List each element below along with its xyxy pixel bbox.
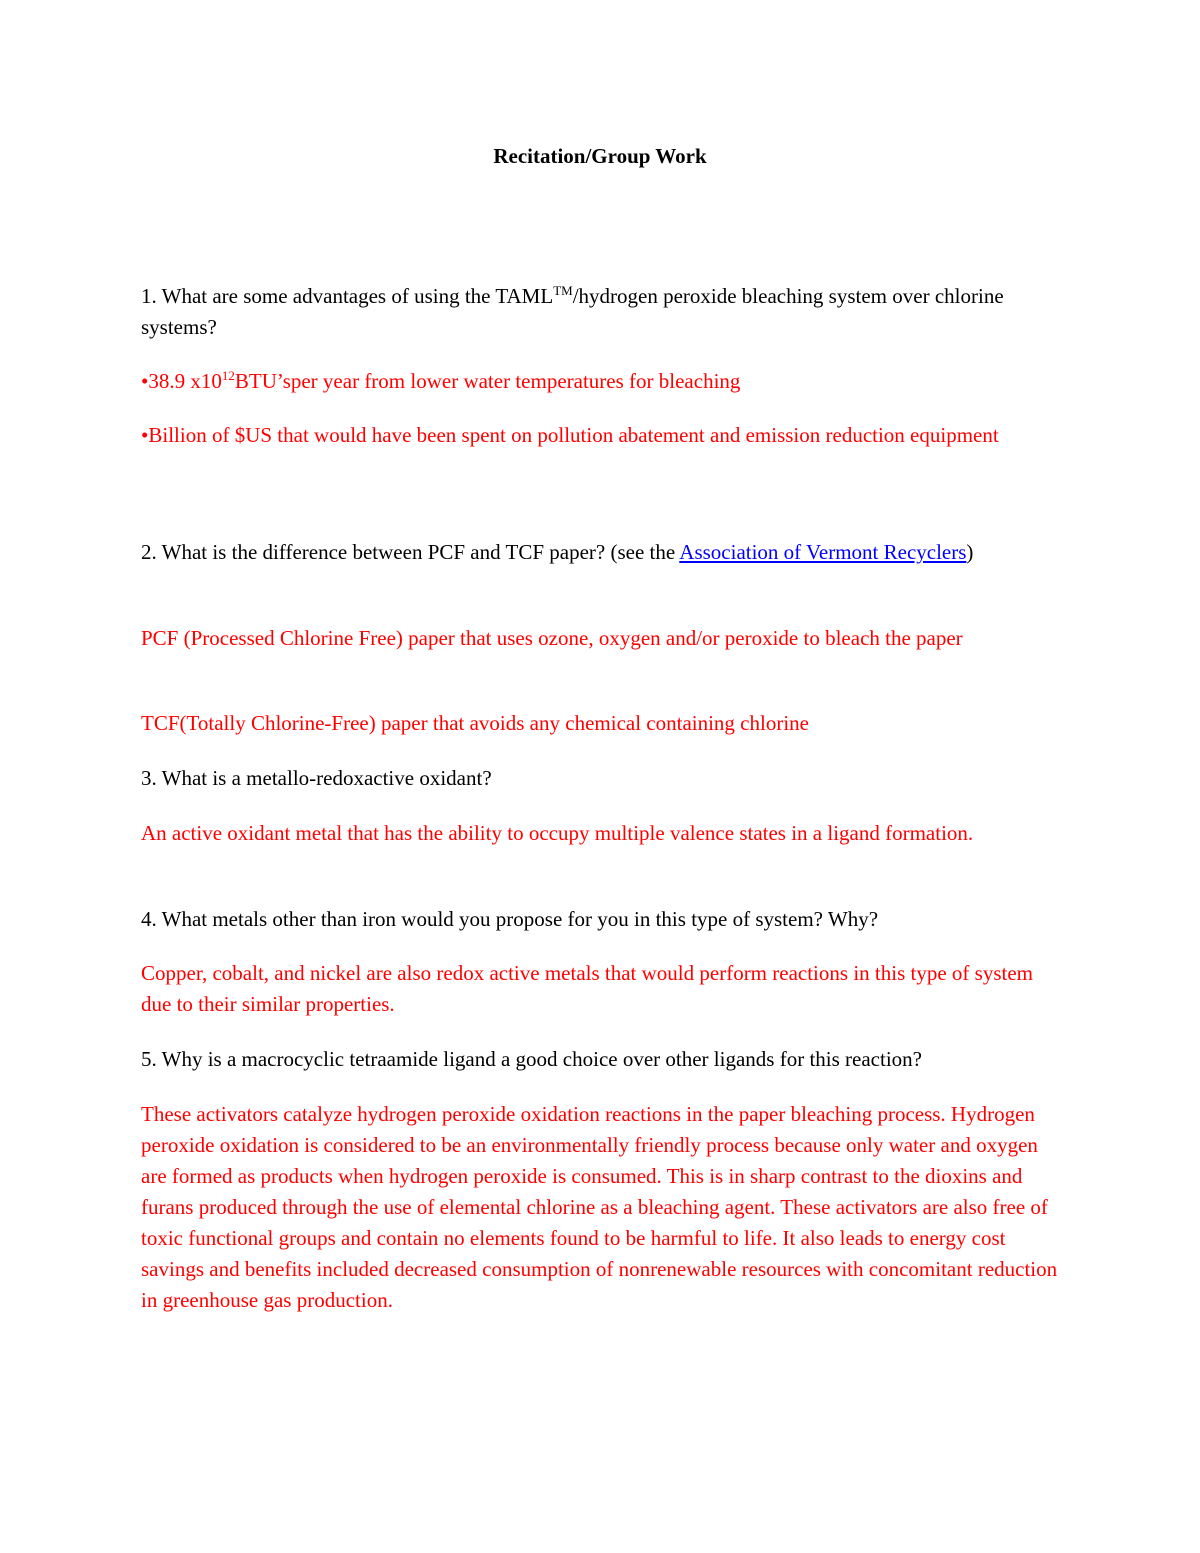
answer-1-bullet-1 xyxy=(141,366,1066,397)
exponent-superscript: 12 xyxy=(221,368,235,383)
answer-1-bullet-1-text: •38.9 x10 xyxy=(141,369,222,393)
answer-1-bullet-1-text-end: BTU’sper year from lower water temperatures for bleaching xyxy=(234,369,741,393)
answer-1-bullet-2: •Billion of $US that would have been spent on pollution abatement and emission reduction equipment xyxy=(141,423,999,447)
question-2-text-end: ) xyxy=(966,540,974,564)
answer-3: An active oxidant metal that has the ability to occupy multiple valence states in a ligand formation. xyxy=(141,821,974,845)
answer-5: These activators catalyze hydrogen peroxide oxidation reactions in the paper bleaching process. Hydrogen peroxide oxidation is considered to be an environmentally friendly process because only water and oxygen are formed as products when hydrogen peroxide is consumed. This is in sharp contrast to the dioxins and furans produced through the use of elemental chlorine as a bleaching agent. These activators are also free of toxic functional groups and contain no elements found to be harmful to life. It also leads to energy cost savings and benefits included decreased consumption of nonrenewable resources with concomitant reduction in greenhouse gas production. xyxy=(141,1102,1058,1312)
document-title: Recitation/Group Work xyxy=(493,144,707,168)
answer-4: Copper, cobalt, and nickel are also redox active metals that would perform reactions in this type of system due to their similar properties. xyxy=(141,961,1033,1016)
question-1-text: 1. What are some advantages of using the TAML xyxy=(141,284,554,308)
trademark-superscript: TM xyxy=(553,283,573,298)
question-3: 3. What is a metallo-redoxactive oxidant? xyxy=(141,766,492,790)
answer-2-tcf: TCF(Totally Chlorine-Free) paper that avoids any chemical containing chlorine xyxy=(141,711,809,735)
answer-2-pcf: PCF (Processed Chlorine Free) paper that uses ozone, oxygen and/or peroxide to bleach the paper xyxy=(141,626,963,650)
question-4: 4. What metals other than iron would you propose for you in this type of system? Why? xyxy=(141,907,879,931)
question-2 xyxy=(141,537,1066,568)
association-of-vermont-recyclers-link[interactable]: Association of Vermont Recyclers xyxy=(679,540,967,564)
question-5: 5. Why is a macrocyclic tetraamide ligand a good choice over other ligands for this reaction? xyxy=(141,1047,922,1071)
question-1-text-end: /hydrogen peroxide bleaching system over chlorine systems? xyxy=(141,284,1004,339)
question-1 xyxy=(141,281,1066,343)
question-2-text: 2. What is the difference between PCF and TCF paper? (see the xyxy=(141,540,680,564)
